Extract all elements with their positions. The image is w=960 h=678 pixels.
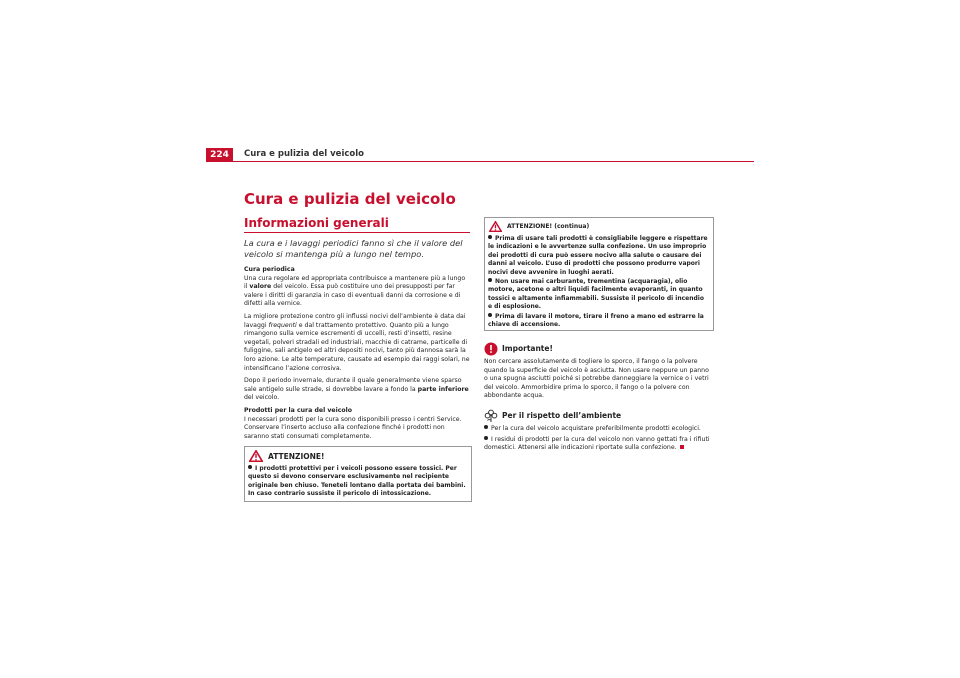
warning-box <box>244 446 472 502</box>
warning-continued-title: ATTENZIONE! (continua) <box>507 223 590 230</box>
section-title: Informazioni generali <box>244 216 389 230</box>
warning-triangle-icon <box>489 221 502 232</box>
warning-title: ATTENZIONE! <box>268 451 325 461</box>
environment-heading <box>484 409 712 423</box>
bullet-icon <box>488 278 492 282</box>
right-column <box>484 342 712 457</box>
care-heading: Cura periodica <box>244 266 295 273</box>
bullet-icon <box>248 465 252 469</box>
care-paragraph-2: La migliore protezione contro gli influssi nocivi dell’ambiente è data dai lavaggi frequenti e dal trattamento protettivo. Quanto più a lungo rimangono sulla vernice escrementi di uccelli, resti d’insetti, resine vegetali, polveri stradali ed industriali, macchie di catrame, particelle di fuliggine, sali antigelo ed altri depositi nocivi, tanto più dannosa sarà la loro azione. Le alte temperature, causate ad esempio dai raggi solari, ne intensificano l’azione corrosiva. <box>244 312 470 372</box>
bullet-icon <box>488 235 492 239</box>
important-heading <box>484 342 712 356</box>
warning-item: Prima di usare tali prodotti è consigliabile leggere e rispettare le indicazioni e le avvertenze sulla confezione. Un uso improprio dei prodotti di cura può essere nocivo alla salute o causare dei danni al veicolo. L’uso di prodotti che possono produrre vapori nocivi deve avvenire in luoghi aerati. <box>488 235 708 276</box>
running-title: Cura e pulizia del veicolo <box>244 149 364 159</box>
warning-header <box>245 447 471 464</box>
environment-item: I residui di prodotti per la cura del veicolo non vanno gettati fra i rifiuti domestici. Attenersi alle indicazioni riportate sulla confezione. <box>484 435 710 452</box>
care-paragraph-3: Dopo il periodo invernale, durante il quale generalmente viene sparso sale antigelo sulle strade, si dovrebbe lavare a fondo la parte inferiore del veicolo. <box>244 377 469 402</box>
section-lead: La cura e i lavaggi periodici fanno sì che il valore del veicolo si mantenga più a lungo nel tempo. <box>244 238 463 259</box>
warning-item: Prima di lavare il motore, tirare il freno a mano ed estrarre la chiave di accensione. <box>488 312 704 329</box>
section-rule <box>244 232 470 233</box>
important-text: Non cercare assolutamente di togliere lo sporco, il fango o la polvere quando la superficie del veicolo è asciutta. Non usare neppure un panno o una spugna asciutti poiché si potrebbe danneggiare la vernice o i vetri del veicolo. Ammorbidire prima lo sporco, il fango o la polvere con abbondante acqua. <box>484 358 709 400</box>
exclamation-icon <box>484 342 498 356</box>
warning-continued-box <box>484 217 714 331</box>
left-column <box>244 266 470 445</box>
bullet-icon <box>484 436 488 440</box>
environment-flower-icon <box>484 409 498 423</box>
products-heading: Prodotti per la cura del veicolo <box>244 406 352 414</box>
warning-item: I prodotti protettivi per i veicoli possono essere tossici. Per questo si devono conservare esclusivamente nel recipiente originale ben chiuso. Teneteli lontano dalla portata dei bambini. In caso contrario sussiste il pericolo di intossicazione. <box>248 465 466 498</box>
products-text: I necessari prodotti per la cura sono disponibili presso i centri Service. Conservare l’inserto accluso alla confezione finché i prodotti non saranno stati consumati completamente. <box>244 415 462 440</box>
bullet-icon <box>488 313 492 317</box>
header-rule <box>206 161 754 162</box>
warning-continued-header <box>485 218 713 234</box>
bullet-icon <box>484 425 488 429</box>
page-number: 224 <box>206 148 233 162</box>
section-end-icon <box>680 445 684 449</box>
important-title: Importante! <box>502 343 553 353</box>
warning-triangle-icon <box>249 450 263 462</box>
chapter-title: Cura e pulizia del veicolo <box>244 190 456 208</box>
care-paragraph-1: Una cura regolare ed appropriata contribuisce a mantenere più a lungo il valore del veicolo. Essa può costituire uno dei presupposti per far valere i diritti di garanzia in caso di eventuali danni da corrosione e di difetti alla vernice. <box>244 274 466 308</box>
environment-title: Per il rispetto dell’ambiente <box>502 410 622 420</box>
warning-item: Non usare mai carburante, trementina (acquaragia), olio motore, acetone o altri liquidi facilmente evaporanti, in quanto tossici e altamente infiammabili. Sussiste il pericolo di incendio e di esplosione. <box>488 278 704 311</box>
environment-item: Per la cura del veicolo acquistare preferibilmente prodotti ecologici. <box>484 425 712 434</box>
